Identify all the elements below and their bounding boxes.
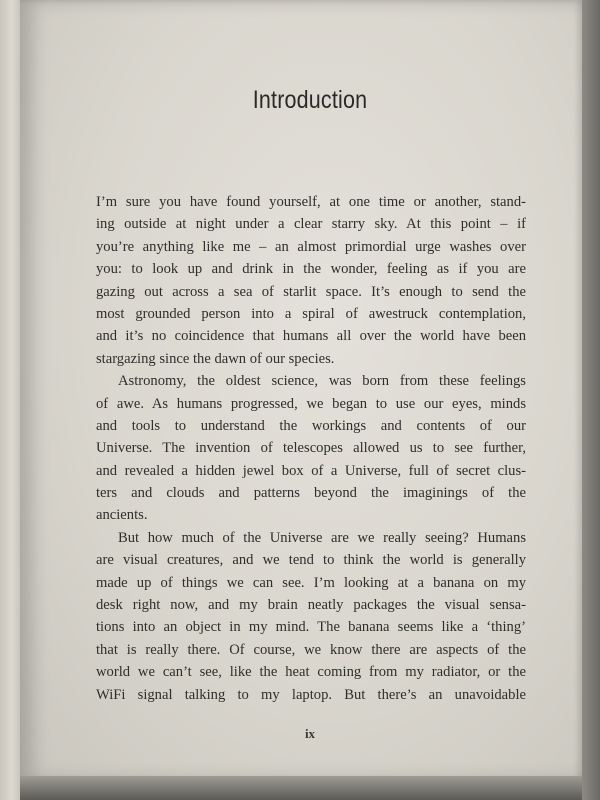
paragraph-3-line: desk right now, and my brain neatly packages the visual sensa- — [96, 597, 526, 614]
paragraph-2-line: and revealed a hidden jewel box of a Universe, full of secret clus- — [96, 462, 526, 479]
paragraph-2-line: and tools to understand the workings and contents of our — [96, 417, 526, 434]
paragraph-1-line: you’re anything like me – an almost primordial urge washes over — [96, 238, 526, 255]
paragraph-2-line: Universe. The invention of telescopes allowed us to see further, — [96, 440, 526, 457]
page-number: ix — [304, 726, 316, 741]
paragraph-1-line: ing outside at night under a clear starry sky. At this point – if — [96, 216, 526, 233]
page-bottom-shadow — [20, 776, 582, 800]
paragraph-3-line: made up of things we can see. I’m looking at a banana on my — [96, 574, 526, 591]
paragraph-1-line: stargazing since the dawn of our species. — [96, 350, 335, 367]
paragraph-1-line: gazing out across a sea of starlit space. It’s enough to send the — [96, 283, 526, 300]
paragraph-3-line: are visual creatures, and we tend to think the world is generally — [96, 552, 526, 569]
chapter-title: Introduction — [252, 86, 368, 114]
paragraph-3-line: But how much of the Universe are we really seeing? Humans — [118, 529, 526, 546]
paragraph-2-line: ters and clouds and patterns beyond the imaginings of the — [96, 485, 526, 502]
paragraph-1-line: and it’s no coincidence that humans all over the world have been — [96, 328, 526, 345]
paragraph-2-line: Astronomy, the oldest science, was born from these feelings — [118, 373, 526, 390]
paragraph-3-line: that is really there. Of course, we know there are aspects of the — [96, 641, 526, 658]
paragraph-1-line: I’m sure you have found yourself, at one time or another, stand- — [96, 194, 526, 210]
paragraph-1-line: you: to look up and drink in the wonder, feeling as if you are — [96, 261, 526, 278]
paragraph-1-line: most grounded person into a spiral of awestruck contemplation, — [96, 305, 526, 322]
chapter-title-wrapper — [43, 86, 559, 115]
paragraph-3-line: world we can’t see, like the heat coming from my radiator, or the — [96, 664, 526, 681]
paragraph-3-line: tions into an object in my mind. The banana seems like a ‘thing’ — [96, 619, 526, 636]
paragraph-3-line: WiFi signal talking to my laptop. But there’s an unavoidable — [96, 686, 526, 703]
right-page-edge — [582, 0, 600, 800]
paragraph-2-line: of awe. As humans progressed, we began to use our eyes, minds — [96, 395, 526, 412]
body-text — [96, 191, 526, 706]
paragraph-2-line: ancients. — [96, 507, 148, 524]
